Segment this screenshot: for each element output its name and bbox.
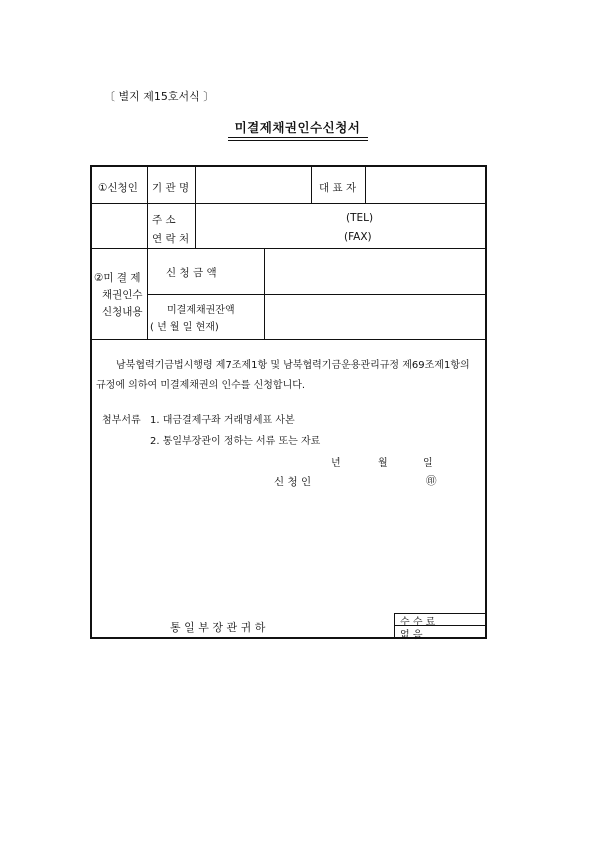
- row-divider: [92, 339, 485, 340]
- representative-field[interactable]: [366, 167, 485, 203]
- addressee: 통 일 부 장 관 귀 하: [170, 621, 266, 634]
- claim-section-label-2: 채권인수: [102, 289, 143, 301]
- date-year-label: 년: [331, 458, 341, 469]
- column-divider: [147, 167, 148, 339]
- applicant-sign-label: 신 청 인: [274, 476, 312, 488]
- fax-label: (FAX): [344, 231, 372, 243]
- date-month-label: 월: [378, 458, 388, 469]
- address-label: 주 소: [152, 214, 176, 226]
- document-title: 미결제채권인수신청서: [234, 120, 361, 135]
- attachment-item-1: 1. 대금결제구좌 거래명세표 사본: [150, 415, 295, 426]
- amount-field[interactable]: [265, 249, 485, 294]
- attachments-label: 첨부서류: [102, 415, 141, 426]
- fee-value: 없 음: [400, 630, 423, 641]
- application-form: [90, 165, 487, 639]
- org-name-label: 기 관 명: [152, 182, 190, 194]
- unsettled-balance-field[interactable]: [265, 295, 485, 339]
- fee-label: 수 수 료: [400, 617, 436, 628]
- claim-section-label-1: ②미 결 제: [94, 272, 141, 284]
- unsettled-balance-label: 미결제채권잔액: [167, 305, 235, 316]
- title-underline: [228, 137, 368, 138]
- fee-box-divider: [394, 613, 395, 639]
- as-of-date-label: ( 년 월 일 현재): [150, 322, 219, 333]
- column-divider: [311, 167, 312, 203]
- seal-mark: ㊞: [426, 475, 437, 487]
- attachment-item-2: 2. 통일부장관이 정하는 서류 또는 자료: [150, 436, 321, 447]
- org-name-field[interactable]: [196, 167, 311, 203]
- date-day-label: 일: [423, 458, 433, 469]
- claim-section-label-3: 신청내용: [102, 306, 143, 318]
- tel-label: (TEL): [346, 212, 374, 224]
- form-number: 〔 별지 제15호서식 〕: [104, 90, 215, 103]
- contact-label: 연 락 처: [152, 233, 190, 245]
- statement-line-1: 남북협력기금법시행령 제7조제1항 및 남북협력기금운용관리규정 제69조제1항의: [116, 360, 470, 371]
- representative-label: 대 표 자: [319, 182, 357, 194]
- title-underline: [228, 140, 368, 141]
- row-divider: [92, 203, 485, 204]
- amount-label: 신 청 금 액: [166, 267, 217, 279]
- statement-line-2: 규정에 의하여 미결제채권의 인수를 신청합니다.: [96, 380, 306, 391]
- applicant-section-label: ①신청인: [98, 182, 138, 194]
